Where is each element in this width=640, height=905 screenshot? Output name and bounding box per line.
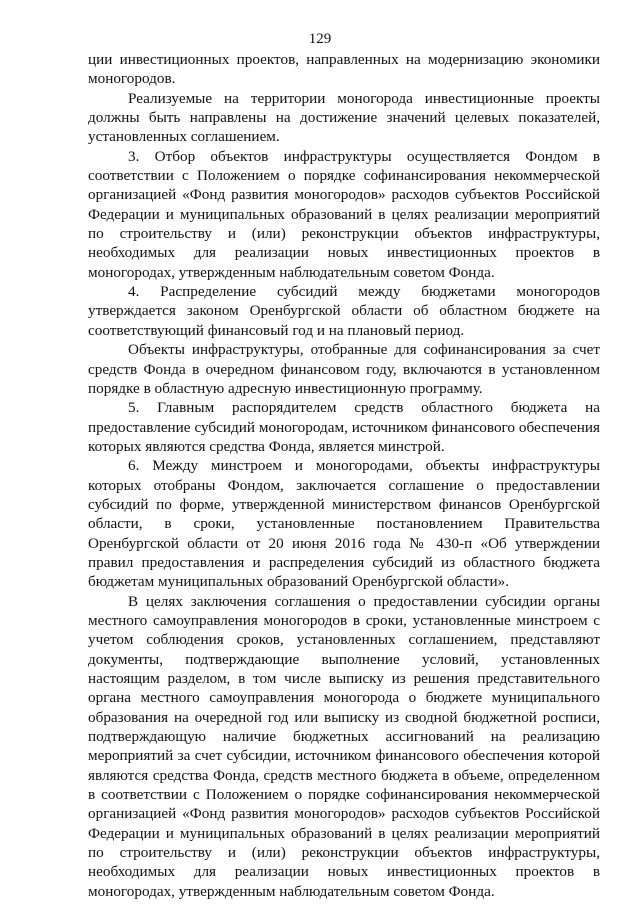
body-text [88, 50, 600, 901]
paragraph: В целях заключения соглашения о предоставлении субсидии органы местного самоуправления моногородов в сроки, установленные минстроем с учетом соблюдения сроков, установленных соглашением, представляют документы, подтверждающие выполнение условий, установленных настоящим разделом, в том числе выписку из решения представительного органа местного самоуправления моногорода о бюджете муниципального образования на очередной год или выписку из сводной бюджетной росписи, подтверждающую наличие бюджетных ассигнований на реализацию мероприятий за счет субсидии, источником финансового обеспечения которой являются средства Фонда, средств местного бюджета в объеме, определенном в соответствии с Положением о порядке софинансирования некоммерческой организацией «Фонд развития моногородов» расходов субъектов Российской Федерации и муниципальных образований в целях реализации мероприятий по строительству и (или) реконструкции объектов инфраструктуры, необходимых для реализации новых инвестиционных проектов в моногородах, утвержденным наблюдательным советом Фонда. [88, 592, 600, 900]
paragraph: 6. Между минстроем и моногородами, объекты инфраструктуры которых отобраны Фондом, заключается соглашение о предоставлении субсидий по форме, утвержденной министерством финансов Оренбургской области, в сроки, установленные постановлением Правительства Оренбургской области от 20 июня 2016 года № 430-п «Об утверждении правил предоставления и распределения субсидий из областного бюджета бюджетам муниципальных образований Оренбургской области». [88, 457, 600, 591]
page-number: 129 [308, 31, 332, 47]
paragraph: 5. Главным распорядителем средств областного бюджета на предоставление субсидий моногородам, источником финансового обеспечения которых являются средства Фонда, является минстрой. [88, 399, 600, 455]
paragraph: Объекты инфраструктуры, отобранные для софинансирования за счет средств Фонда в очередном финансовом году, включаются в установленном порядке в областную адресную инвестиционную программу. [88, 341, 600, 397]
paragraph: ции инвестиционных проектов, направленных на модернизацию экономики моногородов. [88, 51, 600, 88]
paragraph: Реализуемые на территории моногорода инвестиционные проекты должны быть направлены на достижение значений целевых показателей, установленных соглашением. [88, 89, 600, 146]
paragraph: 4. Распределение субсидий между бюджетами моногородов утверждается законом Оренбургской области об областном бюджете на соответствующий финансовый год и на плановый период. [88, 283, 600, 339]
paragraph: 3. Отбор объектов инфраструктуры осуществляется Фондом в соответствии с Положением о порядке софинансирования некоммерческой организацией «Фонд развития моногородов» расходов субъектов Российской Федерации и муниципальных образований в целях реализации мероприятий по строительству и (или) реконструкции объектов инфраструктуры, необходимых для реализации новых инвестиционных проектов в моногородах, утвержденным наблюдательным советом Фонда. [88, 147, 600, 281]
